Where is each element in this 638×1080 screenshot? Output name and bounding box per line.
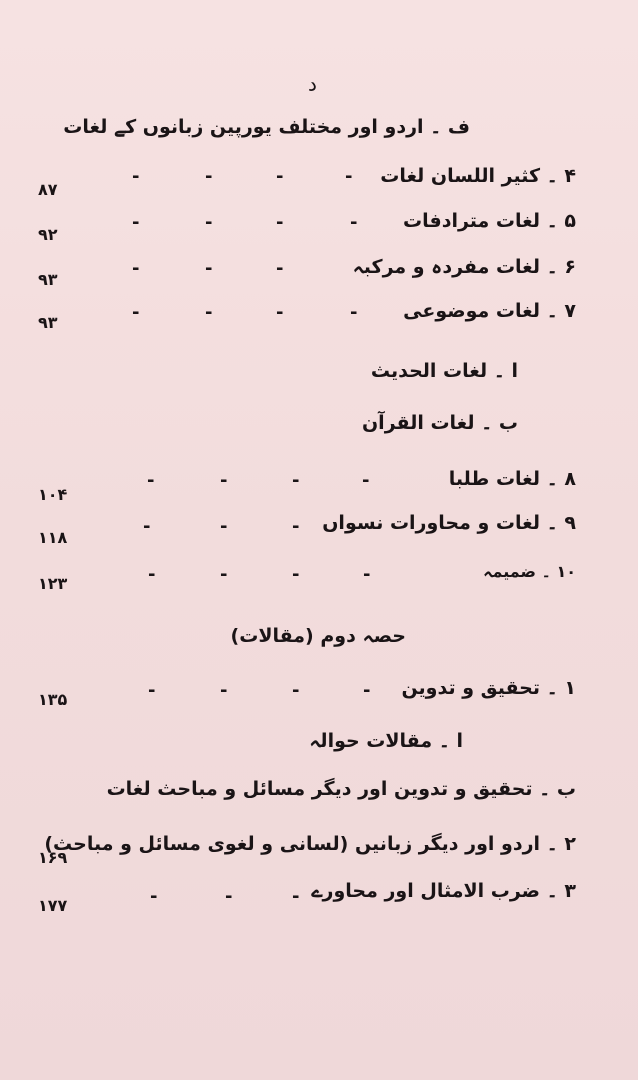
toc-page-number: ۸۷ — [38, 180, 58, 199]
toc-page-number: ۱۲۳ — [38, 574, 68, 593]
part-two-heading: حصہ دوم (مقالات) — [230, 625, 406, 647]
toc-entry-label: ۷ ۔ لغات موضوعی — [403, 300, 576, 322]
toc-entry-label: ۵ ۔ لغات مترادفات — [403, 210, 576, 232]
leader-dash: - — [148, 680, 156, 701]
subsection-reference-articles: ا ۔ مقالات حوالہ — [309, 730, 463, 752]
leader-dash: - — [220, 680, 228, 701]
leader-dash: - — [362, 470, 370, 491]
leader-dash: - — [292, 470, 300, 491]
section-f-heading: ف ۔ اردو اور مختلف یورپین زبانوں کے لغات — [63, 116, 470, 138]
toc-page-number: ۱۰۴ — [38, 485, 68, 504]
leader-dash: - — [363, 680, 371, 701]
toc-page-number: ۱۶۹ — [38, 848, 68, 867]
leader-dash: - — [148, 564, 156, 585]
leader-dash: - — [205, 212, 213, 233]
toc-page-number: ۱۷۷ — [38, 896, 68, 915]
leader-dash: - — [350, 302, 358, 323]
leader-dash: - — [220, 564, 228, 585]
leader-dash: - — [143, 516, 151, 537]
leader-dash: - — [205, 258, 213, 279]
leader-dash: - — [276, 302, 284, 323]
leader-dash: - — [225, 886, 233, 907]
subsection-quran: ب ۔ لغات القرآن — [361, 412, 518, 434]
toc-page-number: ۹۳ — [38, 313, 58, 332]
toc-page-number: ۱۳۵ — [38, 690, 68, 709]
toc-entry-label: ۶ ۔ لغات مفردہ و مرکبہ — [352, 256, 576, 278]
leader-dash: - — [350, 212, 358, 233]
leader-dash: - — [292, 564, 300, 585]
leader-dash: - — [132, 166, 140, 187]
leader-dash: - — [292, 516, 300, 537]
toc-entry-label: ۲ ۔ اردو اور دیگر زبانیں (لسانی و لغوی مسائل و مباحث) — [44, 833, 576, 855]
leader-dash: - — [276, 166, 284, 187]
toc-entry-label: ۳ ۔ ضرب الامثال اور محاورے — [311, 880, 576, 902]
toc-entry-label: ۸ ۔ لغات طلبا — [448, 468, 576, 490]
toc-entry-label: ۱۰ ۔ ضمیمہ — [483, 562, 576, 581]
leader-dash: - — [292, 886, 300, 907]
toc-entry-label: ۱ ۔ تحقیق و تدوین — [401, 677, 576, 699]
leader-dash: - — [150, 886, 158, 907]
subsection-research-articles: ب ۔ تحقیق و تدوین اور دیگر مسائل و مباحث لغات — [106, 778, 576, 800]
leader-dash: - — [147, 470, 155, 491]
leader-dash: - — [132, 258, 140, 279]
leader-dash: - — [220, 470, 228, 491]
leader-dash: - — [205, 302, 213, 323]
leader-dash: - — [205, 166, 213, 187]
leader-dash: - — [363, 564, 371, 585]
leader-dash: - — [292, 680, 300, 701]
toc-entry-label: ۴ ۔ کثیر اللسان لغات — [380, 165, 576, 187]
page-mark: د — [308, 72, 317, 96]
leader-dash: - — [132, 212, 140, 233]
toc-page-number: ۹۲ — [38, 225, 58, 244]
leader-dash: - — [276, 258, 284, 279]
toc-page-number: ۹۳ — [38, 270, 58, 289]
leader-dash: - — [220, 516, 228, 537]
toc-entry-label: ۹ ۔ لغات و محاورات نسواں — [322, 512, 576, 534]
toc-page-number: ۱۱۸ — [38, 528, 68, 547]
leader-dash: - — [132, 302, 140, 323]
leader-dash: - — [276, 212, 284, 233]
leader-dash: - — [345, 166, 353, 187]
subsection-hadith: ا ۔ لغات الحدیث — [370, 360, 518, 382]
